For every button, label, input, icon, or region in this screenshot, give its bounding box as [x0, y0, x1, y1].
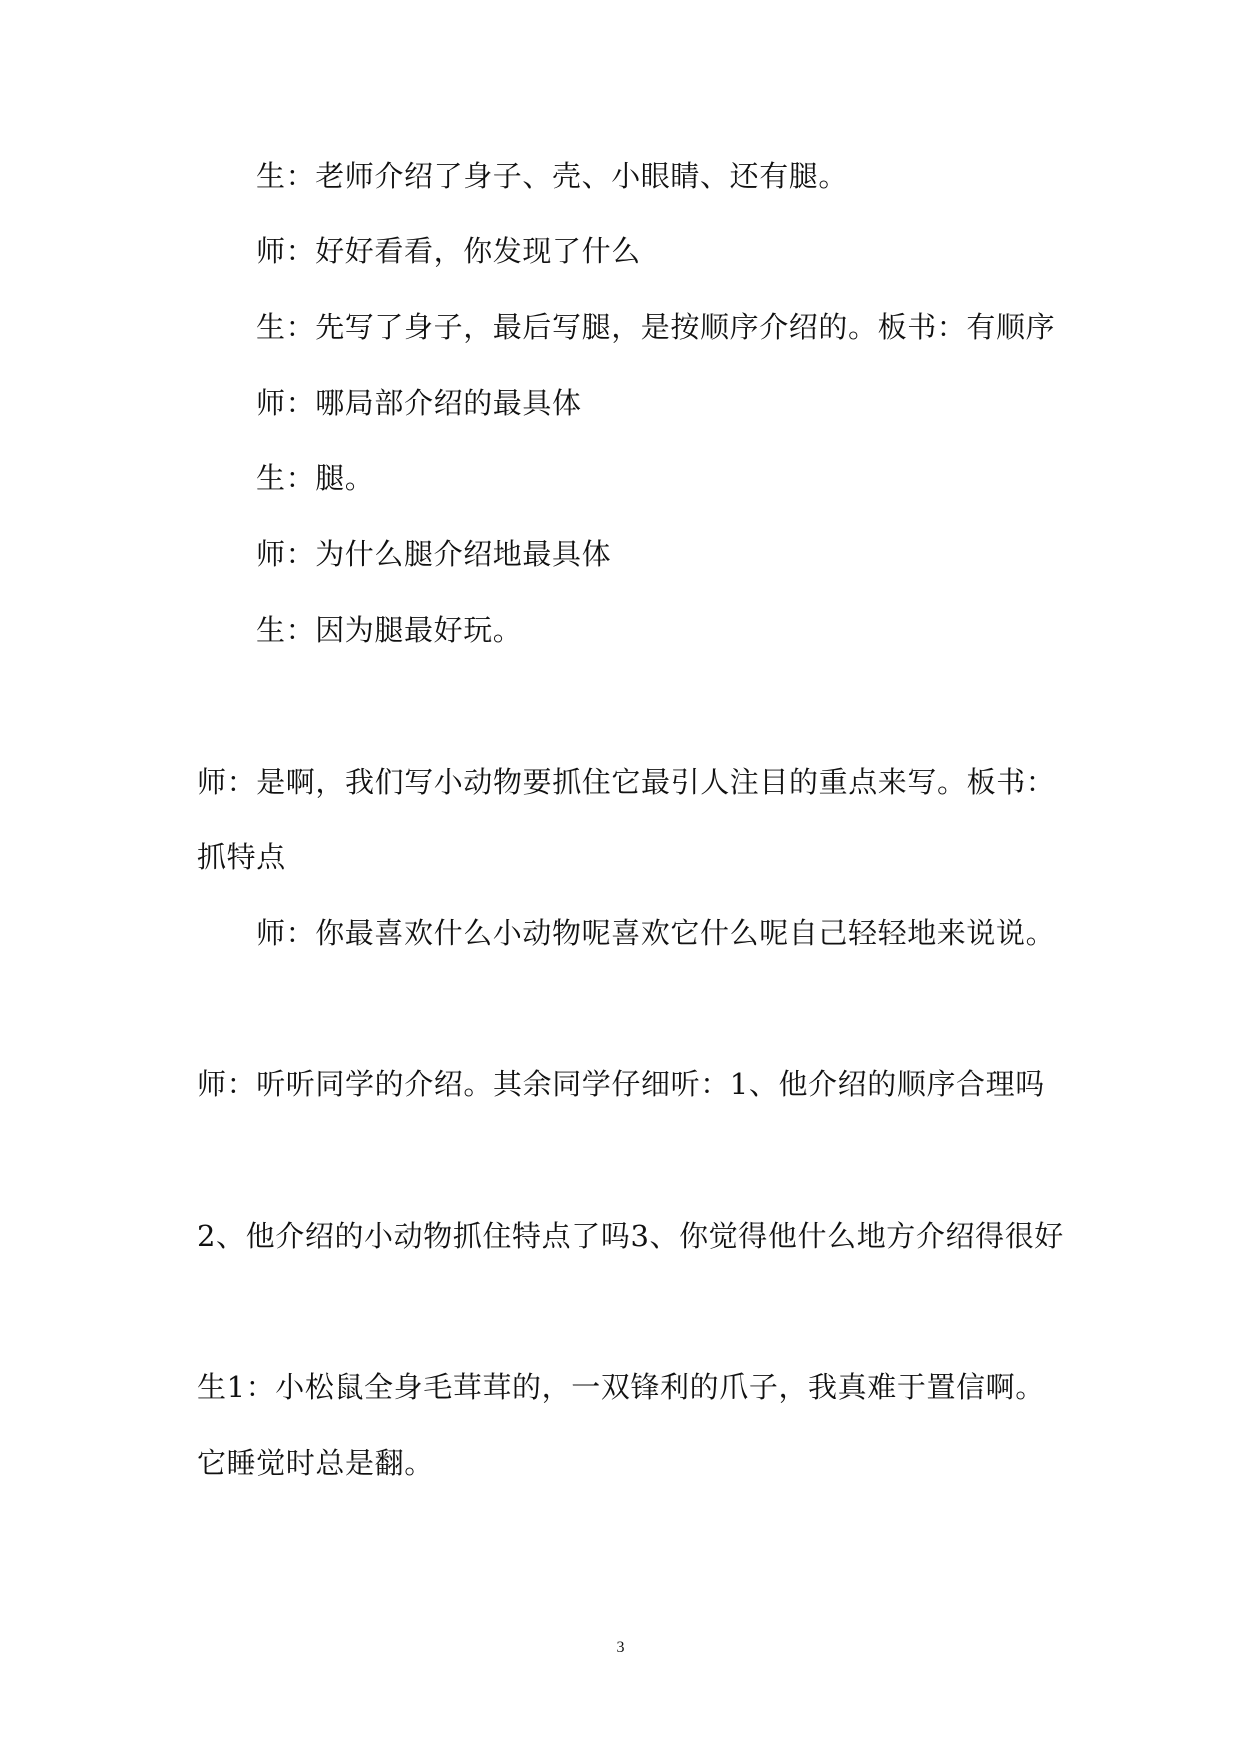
dialogue-line-4: 师：哪局部介绍的最具体	[256, 386, 582, 420]
dialogue-line-3: 生：先写了身子，最后写腿，是按顺序介绍的。板书：有顺序	[256, 310, 1056, 344]
dialogue-line-7: 生：因为腿最好玩。	[256, 613, 523, 647]
dialogue-line-8: 师：是啊，我们写小动物要抓住它最引人注目的重点来写。板书：	[197, 765, 1056, 799]
dialogue-line-10: 师：你最喜欢什么小动物呢喜欢它什么呢自己轻轻地来说说。	[256, 916, 1056, 950]
dialogue-line-5: 生：腿。	[256, 461, 375, 495]
dialogue-line-12: 2、他介绍的小动物抓住特点了吗3、你觉得他什么地方介绍得很好	[197, 1219, 1064, 1253]
dialogue-line-11: 师：听听同学的介绍。其余同学仔细听：1、他介绍的顺序合理吗	[197, 1067, 1045, 1101]
dialogue-line-2: 师：好好看看，你发现了什么	[256, 234, 641, 268]
dialogue-line-6: 师：为什么腿介绍地最具体	[256, 537, 612, 571]
dialogue-line-14: 它睡觉时总是翻。	[197, 1446, 434, 1480]
dialogue-line-1: 生：老师介绍了身子、壳、小眼睛、还有腿。	[256, 159, 849, 193]
dialogue-line-13: 生1：小松鼠全身毛茸茸的，一双锋利的爪子，我真难于置信啊。	[197, 1370, 1045, 1404]
page-number: 3	[616, 1639, 625, 1656]
dialogue-line-9: 抓特点	[197, 840, 286, 874]
